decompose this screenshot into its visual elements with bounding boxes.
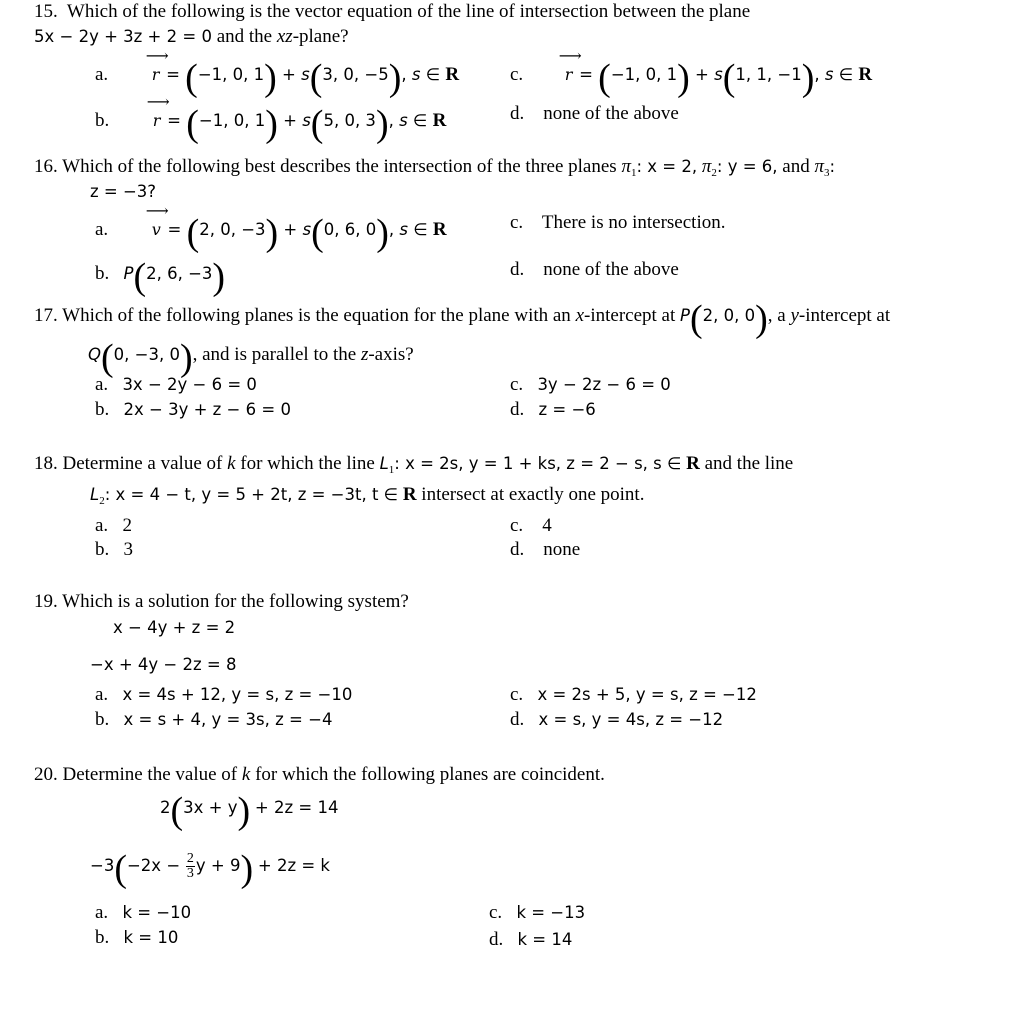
q18-stem-line2: $L_2$: x = 4 − t, y = 5 + 2t, z = −3t, t ∈ R intersect at exactly one point. xyxy=(90,484,645,507)
q20-option-c[interactable]: c. k = −13 xyxy=(489,902,586,923)
q20-fraction: $\frac{2}{3}$ xyxy=(186,851,194,882)
q15-option-a[interactable]: a. ⟶ r = (−1, 0, 1) + s(3, 0, −5), s ∈ R xyxy=(95,59,459,97)
q19-option-c[interactable]: c. x = 2s + 5, y = s, z = −12 xyxy=(510,684,757,705)
q15-text: Which of the following is the vector equation of the line of intersection between the plane xyxy=(66,1,751,22)
q15-plane-equation: 5x − 2y + 3z + 2 = 0 xyxy=(34,27,212,46)
q20-option-b[interactable]: b. k = 10 xyxy=(95,927,179,948)
q17-option-c[interactable]: c. 3y − 2z − 6 = 0 xyxy=(510,374,671,395)
q16-stem-line2: z = −3? xyxy=(90,182,157,201)
q16-option-a[interactable]: a. ⟶ v = (2, 0, −3) + s(0, 6, 0), s ∈ R xyxy=(95,214,447,252)
q15-number: 15. xyxy=(34,1,58,22)
q20-option-a[interactable]: a. k = −10 xyxy=(95,902,192,923)
q18-option-d[interactable]: d. none xyxy=(510,539,581,560)
q15-stem-line2: 5x − 2y + 3z + 2 = 0 and the xz-plane? xyxy=(34,26,349,47)
q17-option-b[interactable]: b. 2x − 3y + z − 6 = 0 xyxy=(95,399,291,420)
q17-option-d[interactable]: d. z = −6 xyxy=(510,399,596,420)
q18-option-c[interactable]: c. 4 xyxy=(510,515,552,536)
q15-option-b[interactable]: b. ⟶ r = (−1, 0, 1) + s(5, 0, 3), s ∈ R xyxy=(95,105,446,143)
q17-option-a[interactable]: a. 3x − 2y − 6 = 0 xyxy=(95,374,257,395)
q16-stem-line1: 16. Which of the following best describes the intersection of the three planes $\pi_1$: x = 2, $\pi_2$: y = 6, and $\pi_3$: xyxy=(34,156,836,179)
q20-equation-1: 2(3x + y) + 2z = 14 xyxy=(160,790,339,832)
q16-option-b[interactable]: b. P(2, 6, −3) xyxy=(95,256,226,298)
q19-option-b[interactable]: b. x = s + 4, y = 3s, z = −4 xyxy=(95,709,333,730)
q19-equation-2: −x + 4y − 2z = 8 xyxy=(90,655,237,674)
q16-option-d[interactable]: d. none of the above xyxy=(510,259,679,280)
q17-stem-line2: Q(0, −3, 0), and is parallel to the z-axis? xyxy=(88,337,414,379)
q20-option-d[interactable]: d. k = 14 xyxy=(489,929,573,950)
q18-option-b[interactable]: b. 3 xyxy=(95,539,133,560)
q19-stem: 19. Which is a solution for the following system? xyxy=(34,591,409,612)
q19-option-a[interactable]: a. x = 4s + 12, y = s, z = −10 xyxy=(95,684,353,705)
q15-option-d[interactable]: d. none of the above xyxy=(510,103,679,124)
q20-stem: 20. Determine the value of k for which the following planes are coincident. xyxy=(34,764,605,785)
q18-option-a[interactable]: a. 2 xyxy=(95,515,132,536)
q20-equation-2: −3(−2x − $\frac{2}{3}$ y + 9) + 2z = k xyxy=(90,848,330,890)
q15-stem-line1 xyxy=(34,0,750,24)
q15-option-c[interactable]: c. ⟶ r = (−1, 0, 1) + s(1, 1, −1), s ∈ R xyxy=(510,59,872,97)
q19-option-d[interactable]: d. x = s, y = 4s, z = −12 xyxy=(510,709,724,730)
q18-stem-line1: 18. Determine a value of k for which the line $L_1$: x = 2s, y = 1 + ks, z = 2 − s, s ∈ R and the line xyxy=(34,453,794,476)
q17-stem-line1: 17. Which of the following planes is the equation for the plane with an x-intercept at P(2, 0, 0), a y-intercept at xyxy=(34,298,891,340)
q19-equation-1: x − 4y + z = 2 xyxy=(113,618,236,637)
q16-option-c[interactable]: c. There is no intersection. xyxy=(510,212,726,233)
